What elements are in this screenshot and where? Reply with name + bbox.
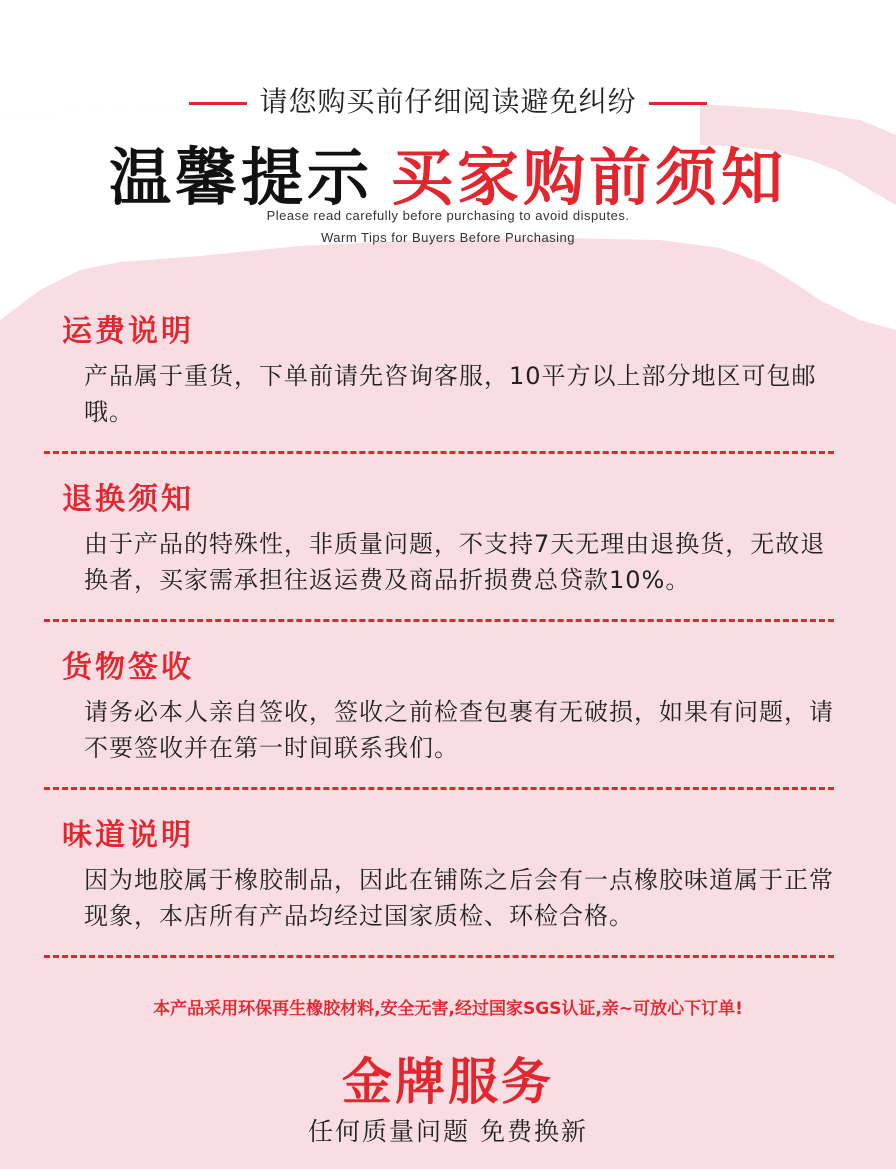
section-body: 因为地胶属于橡胶制品，因此在铺陈之后会有一点橡胶味道属于正常现象，本店所有产品均经过国家质检、环检合格。	[84, 866, 834, 930]
header-subtitle: 请您购买前仔细阅读避免纠纷	[259, 85, 637, 118]
section-title: 退换须知	[62, 482, 194, 517]
gold-service-subtitle: 任何质量问题 免费换新	[308, 1117, 588, 1146]
section-title: 味道说明	[62, 818, 194, 853]
section-returns	[62, 480, 842, 598]
main-title-red: 买家购前须知	[391, 141, 788, 214]
dashed-divider	[44, 787, 834, 790]
section-body: 产品属于重货，下单前请先咨询客服，10平方以上部分地区可包邮哦。	[84, 362, 817, 426]
dashed-divider	[44, 955, 834, 958]
dashed-divider	[44, 619, 834, 622]
header-subtitle-row	[0, 80, 896, 120]
dashed-divider	[44, 451, 834, 454]
left-decor-line	[189, 102, 247, 105]
section-odor	[62, 816, 842, 934]
section-shipping	[62, 312, 842, 430]
section-title: 运费说明	[62, 314, 194, 349]
section-title: 货物签收	[62, 650, 194, 685]
section-receipt	[62, 648, 842, 766]
section-body: 由于产品的特殊性，非质量问题，不支持7天无理由退换货，无故退换者，买家需承担往返运费及商品折损费总贷款10%。	[84, 530, 826, 594]
main-title	[0, 128, 896, 217]
main-title-black: 温馨提示	[108, 141, 373, 214]
section-body: 请务必本人亲自签收，签收之前检查包裹有无破损，如果有问题，请不要签收并在第一时间联系我们。	[84, 698, 834, 762]
english-line-2: Warm Tips for Buyers Before Purchasing	[320, 230, 576, 245]
gold-service-title: 金牌服务	[342, 1053, 554, 1111]
right-decor-line	[649, 102, 707, 105]
english-line-1: Please read carefully before purchasing to avoid disputes.	[266, 208, 630, 223]
certification-note: 本产品采用环保再生橡胶材料,安全无害,经过国家SGS认证,亲~可放心下订单!	[153, 999, 743, 1019]
